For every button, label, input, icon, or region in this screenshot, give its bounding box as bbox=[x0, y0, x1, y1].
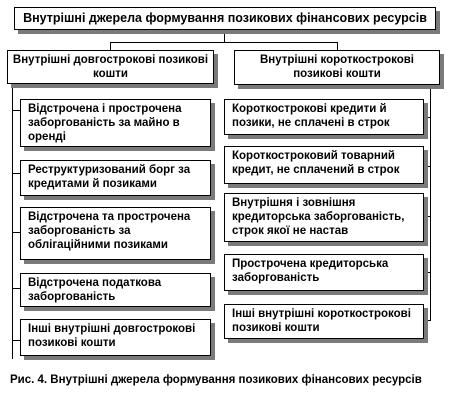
short-term-item-1 bbox=[224, 99, 424, 135]
short-term-item-3 bbox=[224, 193, 424, 242]
left-connector-5 bbox=[12, 340, 20, 341]
short-term-item-label: Прострочена кредиторська заборгованість bbox=[232, 258, 389, 284]
figure-caption: Рис. 4. Внутрішні джерела формування позикових фінансових ресурсів bbox=[10, 374, 422, 386]
short-term-item-label: Короткостроковий товарний кредит, не сплачений в строк bbox=[232, 150, 400, 176]
long-term-item-label: Відстрочена податкова заборгованість bbox=[28, 277, 162, 303]
long-term-item-label: Інші внутрішні довгострокові позикові кошти bbox=[28, 323, 196, 349]
long-term-heading: Внутрішні довгострокові позикові кошти bbox=[12, 54, 209, 80]
short-term-category-box bbox=[234, 50, 440, 85]
diagram-title-box bbox=[14, 7, 436, 30]
long-term-category-box bbox=[7, 50, 214, 84]
short-term-item-5 bbox=[224, 304, 424, 339]
long-term-item-1 bbox=[20, 99, 211, 147]
right-connector-4 bbox=[424, 272, 431, 273]
long-term-item-4 bbox=[20, 273, 211, 307]
left-connector-1 bbox=[12, 110, 20, 111]
right-connector-5 bbox=[424, 320, 431, 321]
left-connector-2 bbox=[12, 173, 20, 174]
right-connector-1 bbox=[424, 117, 431, 118]
long-term-item-label: Відстрочена і прострочена заборгованість за майно в оренді bbox=[28, 103, 182, 143]
right-connector-3 bbox=[424, 216, 431, 217]
diagram-title: Внутрішні джерела формування позикових фінансових ресурсів bbox=[23, 11, 427, 25]
short-term-item-2 bbox=[224, 146, 424, 184]
short-term-item-label: Інші внутрішні короткострокові позикові кошти bbox=[232, 308, 411, 334]
short-term-heading: Внутрішні короткострокові позикові кошти bbox=[259, 54, 415, 80]
short-term-item-label: Короткострокові кредити й позики, не сплачені в строк bbox=[232, 103, 390, 129]
connector-title-down bbox=[224, 30, 225, 42]
long-term-item-3 bbox=[20, 207, 211, 260]
right-spine-line bbox=[430, 85, 431, 321]
long-term-item-5 bbox=[20, 319, 211, 356]
left-spine-line bbox=[12, 84, 13, 359]
connector-horizontal bbox=[110, 42, 338, 43]
short-term-item-label: Внутрішня і зовнішня кредиторська заборгованість, строк якої не настав bbox=[232, 197, 405, 237]
left-connector-4 bbox=[12, 288, 20, 289]
left-connector-3 bbox=[12, 232, 20, 233]
connector-right-down bbox=[337, 42, 338, 50]
right-connector-2 bbox=[424, 166, 431, 167]
long-term-item-label: Відстрочена та прострочена заборгованість за облігаційними позиками bbox=[28, 211, 191, 251]
long-term-item-2 bbox=[20, 160, 211, 196]
short-term-item-4 bbox=[224, 254, 424, 291]
long-term-item-label: Реструктуризований борг за кредитами й позиками bbox=[28, 164, 191, 190]
connector-left-down bbox=[110, 42, 111, 50]
